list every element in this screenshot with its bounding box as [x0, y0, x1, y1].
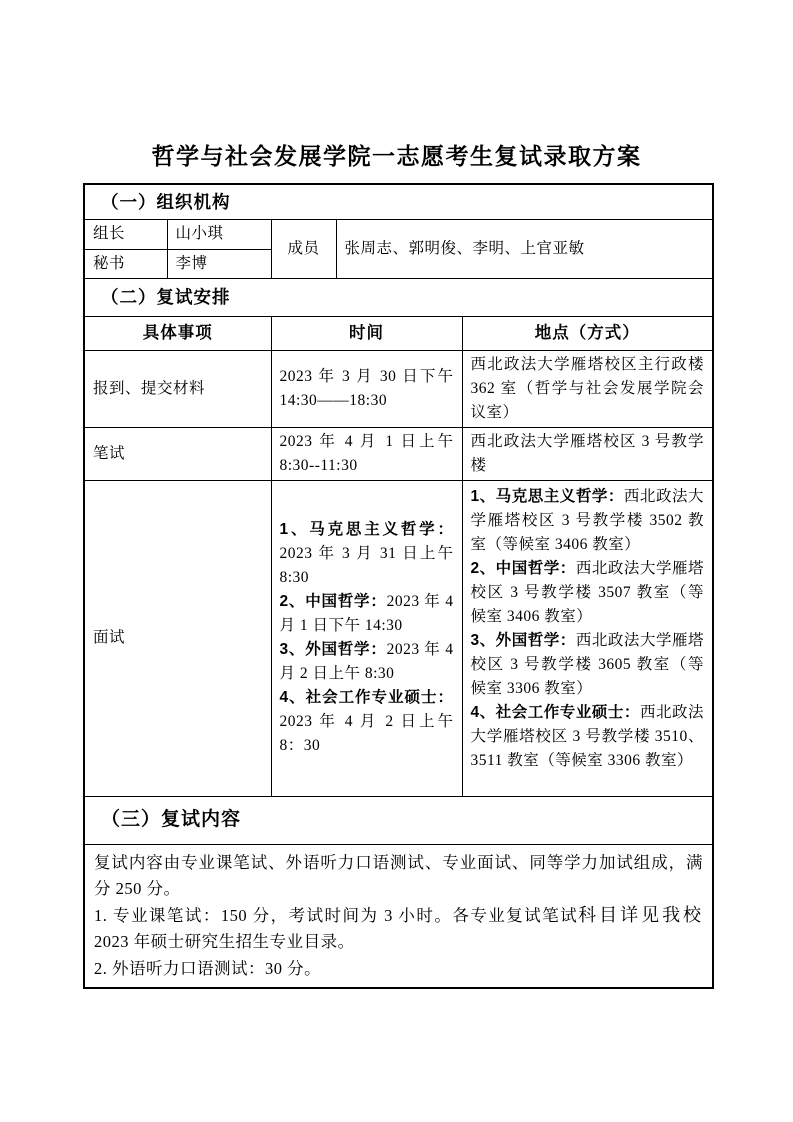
written-exam-place-cell: 西北政法大学雁塔校区 3 号教学楼 [462, 427, 713, 480]
interview-time-cell [271, 480, 462, 796]
interview-time-entry-label: 3、外国哲学： [279, 641, 387, 658]
interview-time-entry [280, 518, 454, 590]
section2-heading: （二）复试安排 [84, 278, 713, 316]
content-paragraph-overview: 复试内容由专业课笔试、外语听力口语测试、专业面试、同等学力加试组成，满分 250 分。 [94, 852, 704, 898]
interview-place-entry [471, 701, 705, 773]
leader-name-cell: 山小琪 [167, 219, 271, 249]
interview-place-entry-text: 西北政法大学雁塔校区 3 号教学楼 3510、3511 教室（等候室 3306 教室） [470, 703, 705, 769]
table-header-row [84, 316, 713, 350]
interview-place-entry [471, 557, 705, 629]
table-row-interview [84, 480, 713, 796]
interview-place-entry [471, 629, 705, 701]
interview-place-entry-text: 西北政法大学雁塔校区 3 号教学楼 3507 教室（等候室 3406 教室） [470, 559, 705, 625]
secretary-name-cell: 李博 [167, 249, 271, 278]
interview-time-entry [280, 590, 454, 638]
section1-heading: （一）组织机构 [84, 184, 713, 219]
column-header-time: 时间 [271, 316, 462, 350]
secretary-label-cell: 秘书 [84, 249, 167, 278]
table-row-section3-content [84, 844, 713, 988]
table-row-leader [84, 219, 713, 249]
section3-heading: （三）复试内容 [84, 796, 713, 844]
written-exam-time-cell: 2023 年 4 月 1 日上午 8:30--11:30 [271, 427, 462, 480]
interview-time-entry-label: 1、马克思主义哲学： [279, 521, 454, 538]
interview-place-entry-label: 1、马克思主义哲学： [470, 487, 624, 505]
members-label-cell: 成员 [271, 219, 336, 278]
table-row-section1-heading [84, 184, 713, 219]
interview-place-entry-text: 西北政法大学雁塔校区 3 号教学楼 3502 教室（等候室 3406 教室） [470, 487, 705, 553]
checkin-place-cell: 西北政法大学雁塔校区主行政楼 362 室（哲学与社会发展学院会议室） [462, 350, 713, 427]
section3-content-cell [84, 844, 713, 988]
leader-label-cell: 组长 [84, 219, 167, 249]
interview-place-cell [462, 480, 713, 796]
interview-place-entry-label: 4、社会工作专业硕士： [470, 703, 640, 721]
table-row-section3-heading [84, 796, 713, 844]
checkin-time-cell: 2023 年 3 月 30 日下午 14:30——18:30 [271, 350, 462, 427]
checkin-item-cell: 报到、提交材料 [84, 350, 271, 427]
page-title: 哲学与社会发展学院一志愿考生复试录取方案 [151, 143, 642, 169]
interview-place-entry-label: 3、外国哲学： [470, 631, 576, 649]
content-paragraph-written-altfont: 科目详见我校 [578, 904, 704, 926]
table-row-section2-heading [84, 278, 713, 316]
content-paragraph-written [94, 903, 703, 956]
interview-time-entry [280, 638, 454, 686]
interview-place-entry [471, 485, 705, 557]
interview-place-entry-label: 2、中国哲学： [470, 559, 576, 577]
interview-time-entry-text: 2023 年 4 月 2 日上午 8:30 [279, 641, 454, 682]
interview-time-entry [280, 686, 454, 758]
recruitment-plan-table [83, 183, 714, 989]
content-paragraph-written-start: 1. 专业课笔试：150 分，考试时间为 3 小时。各专业复试笔试 [94, 905, 579, 925]
interview-place-entry-text: 西北政法大学雁塔校区 3 号教学楼 3605 教室（等候室 3306 教室） [470, 631, 705, 697]
interview-time-entry-text: 2023 年 3 月 31 日上午 8:30 [279, 545, 454, 586]
interview-time-entry-label: 2、中国哲学： [279, 593, 387, 610]
interview-time-entry-text: 2023 年 4 月 2 日上午 8：30 [279, 713, 454, 754]
members-names-cell: 张周志、郭明俊、李明、上官亚敏 [336, 219, 713, 278]
table-row-written-exam [84, 427, 713, 480]
interview-time-entry-label: 4、社会工作专业硕士： [279, 689, 454, 706]
interview-item-cell: 面试 [84, 480, 271, 796]
interview-time-entry-text: 2023 年 4 月 1 日下午 14:30 [279, 593, 454, 634]
column-header-item: 具体事项 [84, 316, 271, 350]
column-header-place: 地点（方式） [462, 316, 713, 350]
table-row-checkin [84, 350, 713, 427]
content-paragraph-oral: 2. 外语听力口语测试：30 分。 [94, 958, 322, 978]
written-exam-item-cell: 笔试 [84, 427, 271, 480]
content-paragraph-written-end: 2023 年硕士研究生招生专业目录。 [94, 932, 355, 951]
